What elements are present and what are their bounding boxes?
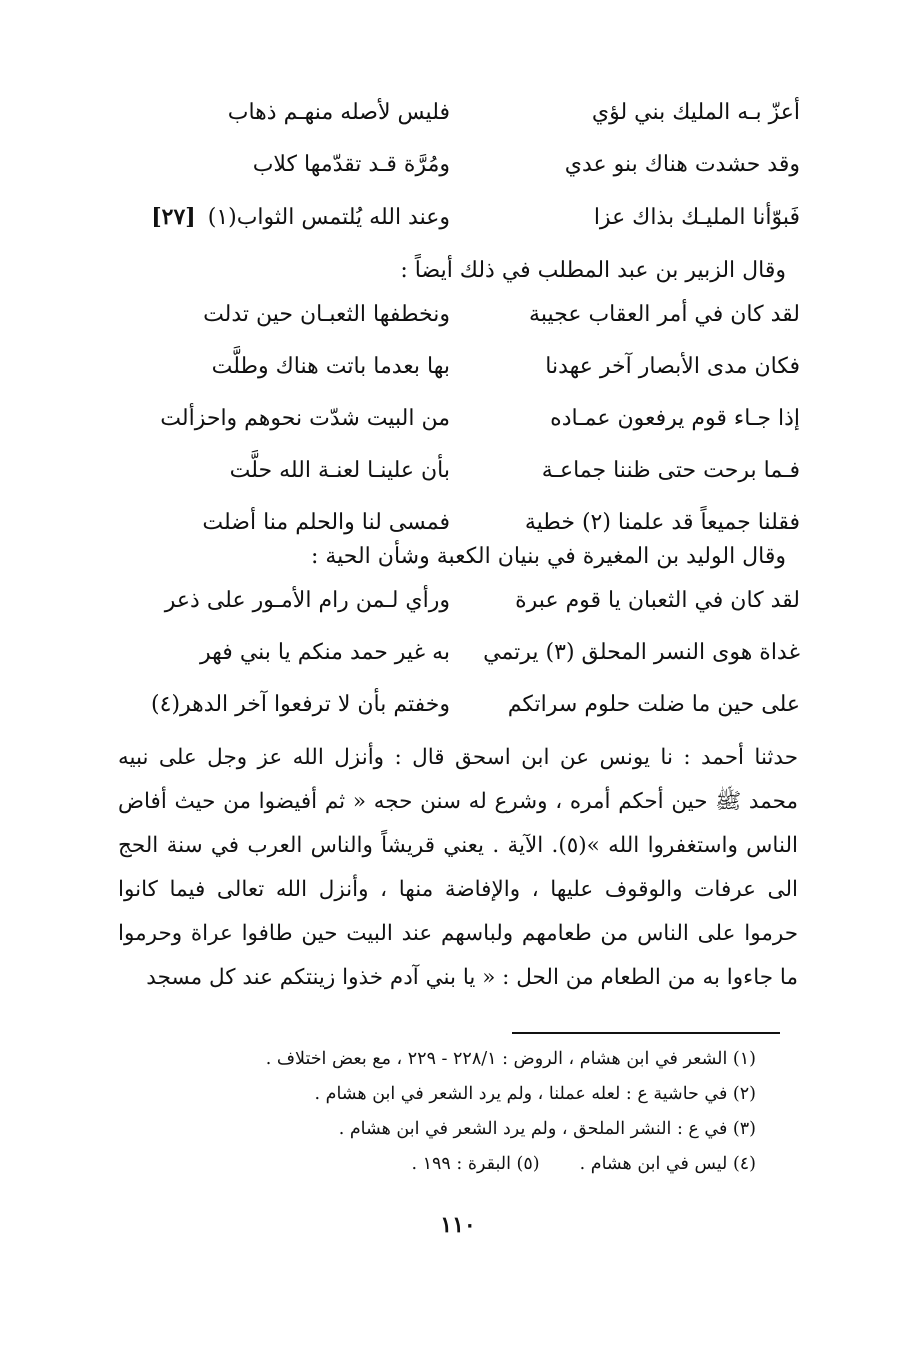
second-hemistich: من البيت شدّت نحوهم واحزألت [160, 406, 450, 431]
second-hemistich: به غير حمد منكم يا بني فهر [200, 640, 450, 665]
footnote-line [156, 1147, 756, 1182]
second-hemistich: ورأي لـمن رام الأمـور على ذعر [164, 588, 450, 613]
first-hemistich: غداة هوى النسر المحلق (٣) يرتمي [483, 640, 800, 665]
first-hemistich: فـما برحت حتى ظننا جماعـة [541, 458, 800, 483]
poem-intro: وقال الزبير بن عبد المطلب في ذلك أيضاً : [400, 258, 786, 283]
verse-line [120, 302, 800, 354]
second-hemistich: فليس لأصله منهـم ذهاب [227, 100, 450, 125]
footnotes [156, 1042, 756, 1182]
page-number: ١١٠ [440, 1212, 476, 1238]
verse-line [120, 204, 800, 256]
hemistich-text: وعند الله يُلتمس الثواب(١) [207, 205, 450, 230]
first-hemistich: إذا جـاء قوم يرفعون عمـاده [550, 406, 800, 431]
poem-2 [120, 302, 800, 562]
verse-line [120, 100, 800, 152]
footnote: (١) الشعر في ابن هشام ، الروض : ٢٢٨/١ - ٢٢٩ ، مع بعض اختلاف . [265, 1049, 756, 1069]
first-hemistich: فكان مدى الأبصار آخر عهدنا [545, 354, 800, 379]
verse-line [120, 152, 800, 204]
footnote: (٣) في ع : النشر الملحق ، ولم يرد الشعر في ابن هشام . [338, 1119, 756, 1139]
first-hemistich: أعزّ بـه المليك بني لؤي [591, 100, 800, 125]
body-paragraph: حدثنا أحمد : نا يونس عن ابن اسحق قال : وأنزل الله عز وجل على نبيه محمد ﷺ حين أحكم أمره ، وشرع له سنن حجه « ثم أفيضوا من حيث أفاض الناس واستغفروا الله »(٥). الآية . يعني قريشاً والناس العرب في سنة الحج الى عرفات والوقوف عليها ، والإفاضة منها ، وأنزل الله تعالى فيما كانوا حرموا على الناس من طعامهم ولباسهم عند البيت حين طافوا عراة وحرموا ما جاءوا به من الطعام من الحل : « يا بني آدم خذوا زينتكم عند كل مسجد [118, 745, 798, 990]
second-hemistich: فمسى لنا والحلم منا أضلت [202, 510, 450, 535]
second-hemistich: ومُرَّة قـد تقدّمها كلاب [252, 152, 450, 177]
footnote: (٤) ليس في ابن هشام . [579, 1154, 756, 1174]
verse-line [120, 588, 800, 640]
verse-line [120, 354, 800, 406]
footnote: (٥) البقرة : ١٩٩ . [411, 1154, 540, 1174]
first-hemistich: فَبوّأنا المليـك بذاك عزا [593, 205, 800, 230]
second-hemistich: وخفتم بأن لا ترفعوا آخر الدهر(٤) [151, 692, 450, 717]
first-hemistich: على حين ما ضلت حلوم سراتكم [507, 692, 800, 717]
footnote-divider [512, 1032, 780, 1034]
page-marker: [٢٧] [151, 204, 196, 230]
poem-1 [120, 100, 800, 256]
first-hemistich: لقد كان في أمر العقاب عجيبة [529, 302, 800, 327]
verse-line [120, 406, 800, 458]
poem-intro: وقال الوليد بن المغيرة في بنيان الكعبة وشأن الحية : [310, 544, 786, 569]
footnote: (٢) في حاشية ع : لعله عملنا ، ولم يرد الشعر في ابن هشام . [314, 1084, 756, 1104]
first-hemistich: وقد حشدت هناك بنو عدي [564, 152, 800, 177]
verse-line [120, 458, 800, 510]
first-hemistich: لقد كان في الثعبان يا قوم عبرة [515, 588, 800, 613]
second-hemistich [120, 204, 450, 230]
poem-3 [120, 588, 800, 744]
second-hemistich: بها بعدما باتت هناك وطلَّت [211, 354, 450, 379]
verse-line [120, 640, 800, 692]
first-hemistich: فقلنا جميعاً قد علمنا (٢) خطية [524, 510, 800, 535]
second-hemistich: بأن علينـا لعنـة الله حلَّت [229, 458, 450, 483]
second-hemistich: ونخطفها الثعبـان حين تدلت [203, 302, 450, 327]
